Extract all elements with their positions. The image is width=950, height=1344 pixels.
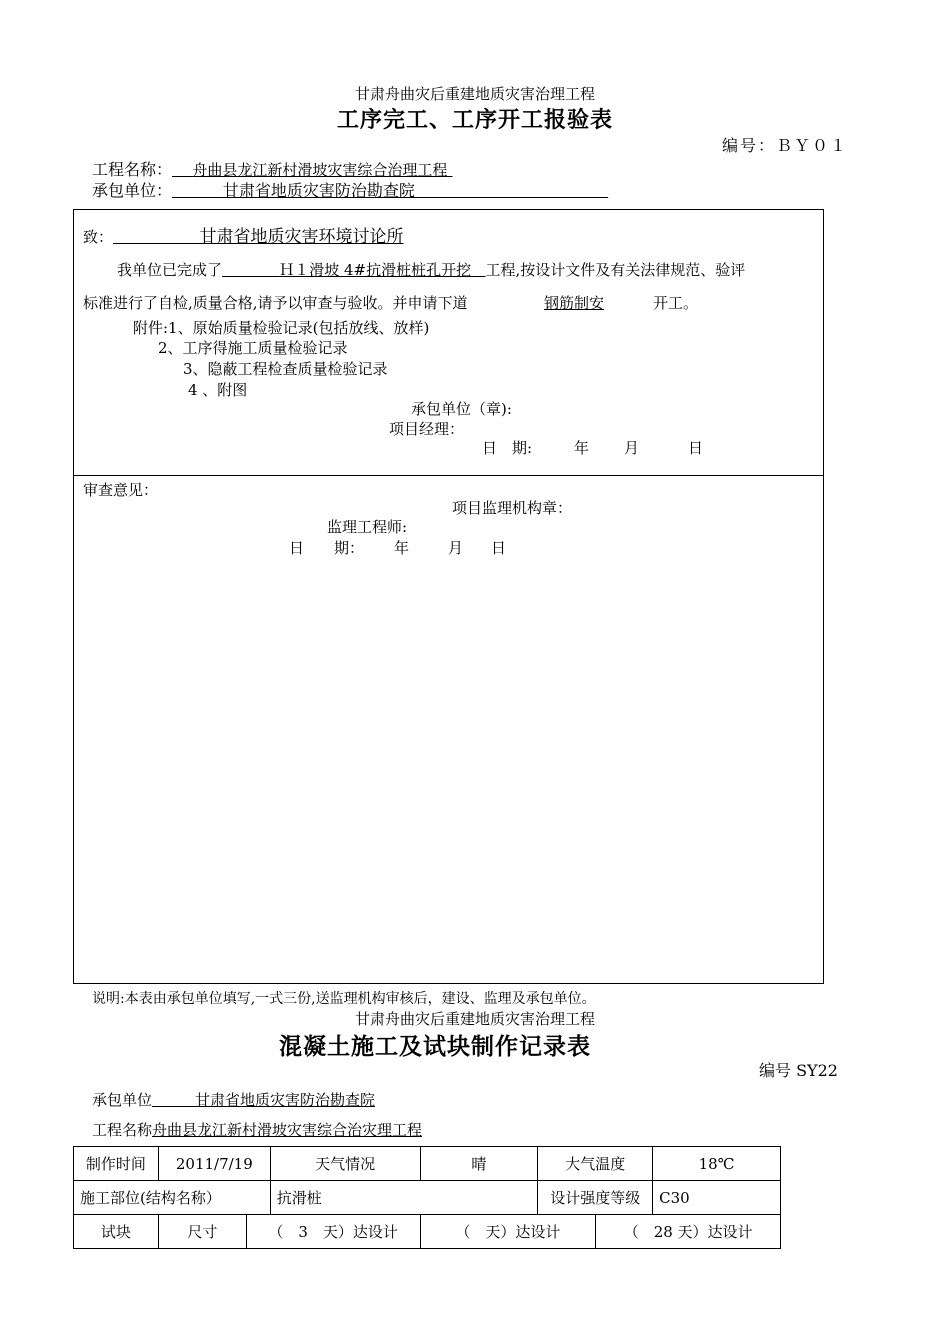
date-month: 月 [624, 439, 640, 457]
date-label: 日 期: [482, 439, 533, 457]
structure-part-value: 抗滑桩 [270, 1181, 538, 1215]
attachment-4: 4 、附图 [188, 381, 248, 399]
form-title-2: 混凝土施工及试块制作记录表 [279, 1034, 591, 1060]
structure-part-label: 施工部位(结构名称） [74, 1181, 271, 1215]
addressee-row [83, 222, 403, 247]
weather-label: 天气情况 [270, 1147, 420, 1181]
project-name-label: 工程名称： [92, 160, 173, 179]
body-suffix: 工程,按设计文件及有关法律规范、验评 [485, 261, 746, 279]
body-line-2-text: 标准进行了自检,质量合格,请予以审查与验收。并申请下道 [83, 294, 468, 312]
review-label: 审查意见： [83, 481, 159, 499]
review-month: 月 [448, 539, 464, 557]
make-time-value: 2011/7/19 [158, 1147, 270, 1181]
design-grade-value: C30 [653, 1181, 781, 1215]
date-year: 年 [574, 439, 590, 457]
size-label: 尺寸 [158, 1215, 246, 1249]
contractor-value: 甘肃省地质灾害防治勘查院 [222, 181, 415, 200]
concrete-record-table [73, 1146, 781, 1249]
review-date-label: 日 期： [289, 539, 365, 557]
temperature-label: 大气温度 [538, 1147, 653, 1181]
age-blank-day: （ 天）达设计 [420, 1215, 596, 1249]
org-title-2: 甘肃舟曲灾后重建地质灾害治理工程 [354, 1010, 595, 1028]
make-time-label: 制作时间 [74, 1147, 159, 1181]
project-value-2: 舟曲县龙江新村滑坡灾害综合治灾理工程 [152, 1121, 423, 1139]
weather-value: 晴 [420, 1147, 538, 1181]
table-row [74, 1215, 781, 1249]
addressee-label: 致： [83, 228, 114, 246]
contractor-seal: 承包单位（章): [411, 400, 512, 418]
project-label-2: 工程名称 [92, 1121, 153, 1139]
contractor-label-2: 承包单位 [92, 1091, 153, 1109]
table-row [74, 1147, 781, 1181]
attachment-1: 附件:1、原始质量检验记录(包括放线、放样) [133, 319, 430, 337]
age-28-day: （ 28 天）达设计 [596, 1215, 781, 1249]
form-note: 说明:本表由承包单位填写,一式三份,送监理机构审核后，建设、监理及承包单位。 [92, 991, 596, 1007]
table-row [74, 1181, 781, 1215]
body-end: 开工。 [653, 294, 699, 312]
addressee-value: 甘肃省地质灾害环境讨论所 [199, 227, 404, 247]
attachment-3: 3、隐蔽工程检查质量检验记录 [183, 360, 388, 378]
section-divider [73, 475, 824, 476]
contractor-label: 承包单位： [92, 181, 173, 200]
project-row-2 [92, 1119, 422, 1140]
review-year: 年 [394, 539, 410, 557]
org-title: 甘肃舟曲灾后重建地质灾害治理工程 [354, 85, 595, 103]
review-day: 日 [491, 539, 507, 557]
body-prefix: 我单位已完成了 [117, 261, 223, 279]
temperature-value: 18℃ [653, 1147, 781, 1181]
age-3-day: （ 3 天）达设计 [246, 1215, 420, 1249]
attachment-2: 2、工序得施工质量检验记录 [158, 339, 348, 357]
next-process: 钢筋制安 [544, 294, 605, 312]
supervisor: 监理工程师: [327, 518, 408, 536]
project-manager: 项目经理： [389, 420, 465, 438]
date-day: 日 [688, 439, 704, 457]
body-line-1 [117, 259, 745, 280]
contractor-row [92, 178, 608, 201]
form-title: 工序完工、工序开工报验表 [336, 108, 613, 133]
contractor-row-2 [92, 1089, 375, 1110]
contractor-value-2: 甘肃省地质灾害防治勘查院 [194, 1091, 375, 1109]
body-line-2 [83, 292, 468, 313]
completed-work: Ｈ１滑坡 4#抗滑桩桩孔开挖 [279, 261, 472, 279]
form-code-2: 编号 SY22 [759, 1061, 838, 1080]
form-code: 编号：ＢＹ０１ [722, 136, 849, 155]
supervision-seal: 项目监理机构章： [452, 499, 573, 517]
design-grade-label: 设计强度等级 [538, 1181, 653, 1215]
test-block-label: 试块 [74, 1215, 159, 1249]
project-name-row [92, 157, 452, 180]
project-name-value: 舟曲县龙江新村滑坡灾害综合治理工程 [192, 161, 448, 179]
